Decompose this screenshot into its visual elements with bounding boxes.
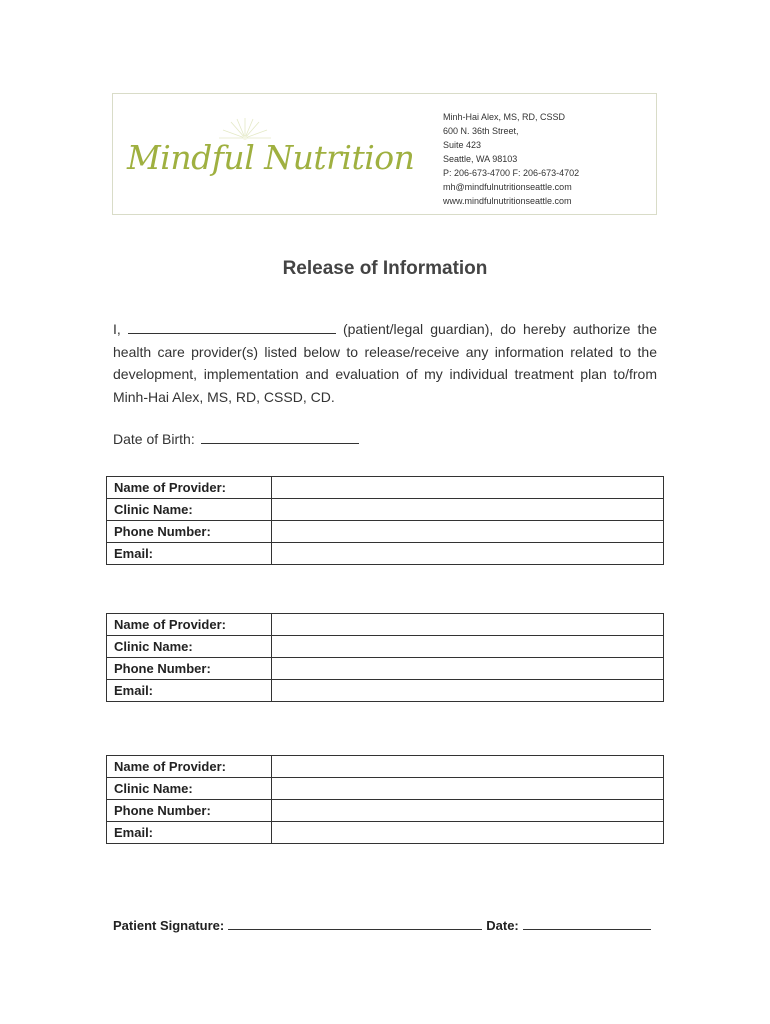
date-field[interactable] bbox=[523, 917, 651, 930]
contact-name: Minh-Hai Alex, MS, RD, CSSD bbox=[443, 112, 566, 122]
clinic-name-label: Clinic Name: bbox=[107, 636, 272, 658]
dob-label: Date of Birth: bbox=[113, 431, 195, 447]
signature-row bbox=[113, 917, 651, 933]
clinic-name-field[interactable] bbox=[272, 778, 664, 800]
document-title: Release of Information bbox=[282, 258, 488, 279]
contact-email: mh@mindfulnutritionseattle.com bbox=[443, 182, 572, 192]
email-field[interactable] bbox=[272, 822, 664, 844]
date-of-birth-row bbox=[113, 431, 359, 447]
clinic-name-label: Clinic Name: bbox=[107, 778, 272, 800]
provider-table bbox=[106, 476, 664, 565]
phone-number-field[interactable] bbox=[272, 658, 664, 680]
provider-table bbox=[106, 755, 664, 844]
authorization-text: (patient/legal guardian), do hereby authorize the health care provider(s) listed below to release/receive any information related to the development, implementation and evaluation of my individual treatment plan to/from Minh-Hai Alex, MS, RD, CSSD, CD. bbox=[113, 321, 658, 405]
phone-number-field[interactable] bbox=[272, 521, 664, 543]
logo bbox=[127, 114, 427, 194]
provider-name-field[interactable] bbox=[272, 614, 664, 636]
provider-name-field[interactable] bbox=[272, 756, 664, 778]
provider-name-label: Name of Provider: bbox=[107, 477, 272, 499]
provider-name-label: Name of Provider: bbox=[107, 614, 272, 636]
email-field[interactable] bbox=[272, 680, 664, 702]
contact-suite: Suite 423 bbox=[443, 140, 482, 150]
patient-signature-field[interactable] bbox=[228, 917, 482, 930]
patient-signature-label: Patient Signature: bbox=[113, 918, 225, 933]
phone-number-label: Phone Number: bbox=[107, 521, 272, 543]
patient-name-field[interactable] bbox=[128, 321, 336, 334]
logo-wordmark: Mindful Nutrition bbox=[127, 138, 415, 177]
authorization-paragraph bbox=[113, 318, 657, 408]
email-label: Email: bbox=[107, 680, 272, 702]
provider-table bbox=[106, 613, 664, 702]
provider-name-field[interactable] bbox=[272, 477, 664, 499]
date-label: Date: bbox=[486, 918, 519, 933]
clinic-name-field[interactable] bbox=[272, 636, 664, 658]
clinic-name-field[interactable] bbox=[272, 499, 664, 521]
email-label: Email: bbox=[107, 543, 272, 565]
contact-website: www.mindfulnutritionseattle.com bbox=[443, 196, 572, 206]
authorization-prefix: I, bbox=[113, 321, 121, 337]
contact-block bbox=[443, 110, 579, 208]
dob-field[interactable] bbox=[201, 431, 359, 444]
phone-number-field[interactable] bbox=[272, 800, 664, 822]
letterhead bbox=[112, 93, 657, 215]
contact-phone: P: 206-673-4700 F: 206-673-4702 bbox=[443, 168, 580, 178]
provider-name-label: Name of Provider: bbox=[107, 756, 272, 778]
clinic-name-label: Clinic Name: bbox=[107, 499, 272, 521]
email-label: Email: bbox=[107, 822, 272, 844]
phone-number-label: Phone Number: bbox=[107, 800, 272, 822]
email-field[interactable] bbox=[272, 543, 664, 565]
phone-number-label: Phone Number: bbox=[107, 658, 272, 680]
contact-city: Seattle, WA 98103 bbox=[443, 154, 518, 164]
contact-street: 600 N. 36th Street, bbox=[443, 126, 519, 136]
